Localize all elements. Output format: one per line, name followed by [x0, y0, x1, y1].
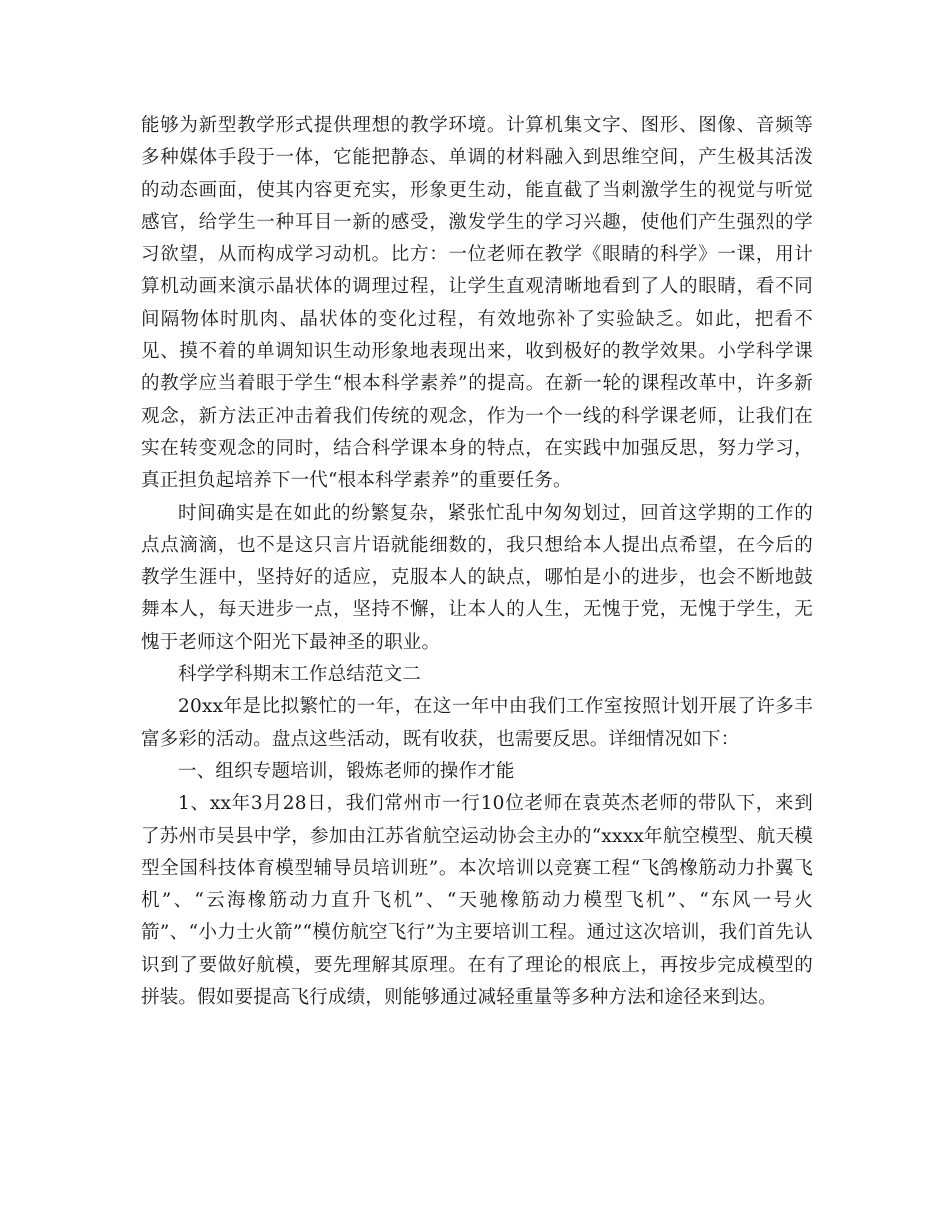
paragraph-4: 1、xx年3月28日，我们常州市一行10位老师在袁英杰老师的带队下，来到了苏州市吴县中学，参加由江苏省航空运动协会主办的“xxxx年航空模型、航天模型全国科技体育模型辅导员培训班”。本次培训以竞赛工程“飞鸽橡筋动力扑翼飞机”、“云海橡筋动力直升飞机”、“天驰橡筋动力模型飞机”、“东风一号火箭”、“小力士火箭”“模仿航空飞行”为主要培训工程。通过这次培训，我们首先认识到了要做好航模，要先理解其原理。在有了理论的根底上，再按步完成模型的拼装。假如要提高飞行成绩，则能够通过减轻重量等多种方法和途径来到达。 [141, 793, 813, 1009]
document-page [141, 110, 813, 1014]
paragraph-3: 20xx年是比拟繁忙的一年，在这一年中由我们工作室按照计划开展了许多丰富多彩的活动。盘点这些活动，既有收获，也需要反思。详细情况如下： [141, 696, 813, 750]
section-heading: 科学学科期末工作总结范文二 [178, 664, 422, 686]
paragraph-2: 时间确实是在如此的纷繁复杂，紧张忙乱中匆匆划过，回首这学期的工作的点点滴滴，也不是这只言片语就能细数的，我只想给本人提出点希望，在今后的教学生涯中，坚持好的适应，克服本人的缺点，哪怕是小的进步，也会不断地鼓舞本人，每天进步一点，坚持不懈，让本人的人生，无愧于党，无愧于学生，无愧于老师这个阳光下最神圣的职业。 [141, 502, 813, 653]
paragraph-1: 能够为新型教学形式提供理想的教学环境。计算机集文字、图形、图像、音频等多种媒体手段于一体，它能把静态、单调的材料融入到思维空间，产生极其活泼的动态画面，使其内容更充实，形象更生动，能直截了当刺激学生的视觉与听觉感官，给学生一种耳目一新的感受，激发学生的学习兴趣，使他们产生强烈的学习欲望，从而构成学习动机。比方：一位老师在教学《眼睛的科学》一课，用计算机动画来演示晶状体的调理过程，让学生直观清晰地看到了人的眼睛，看不同间隔物体时肌肉、晶状体的变化过程，有效地弥补了实验缺乏。如此，把看不见、摸不着的单调知识生动形象地表现出来，收到极好的教学效果。小学科学课的教学应当着眼于学生“根本科学素养”的提高。在新一轮的课程改革中，许多新观念，新方法正冲击着我们传统的观念，作为一个一线的科学课老师，让我们在实在转变观念的同时，结合科学课本身的特点，在实践中加强反思，努力学习，真正担负起培养下一代“根本科学素养”的重要任务。 [141, 115, 813, 492]
subsection-heading: 一、组织专题培训，锻炼老师的操作才能 [178, 760, 515, 782]
